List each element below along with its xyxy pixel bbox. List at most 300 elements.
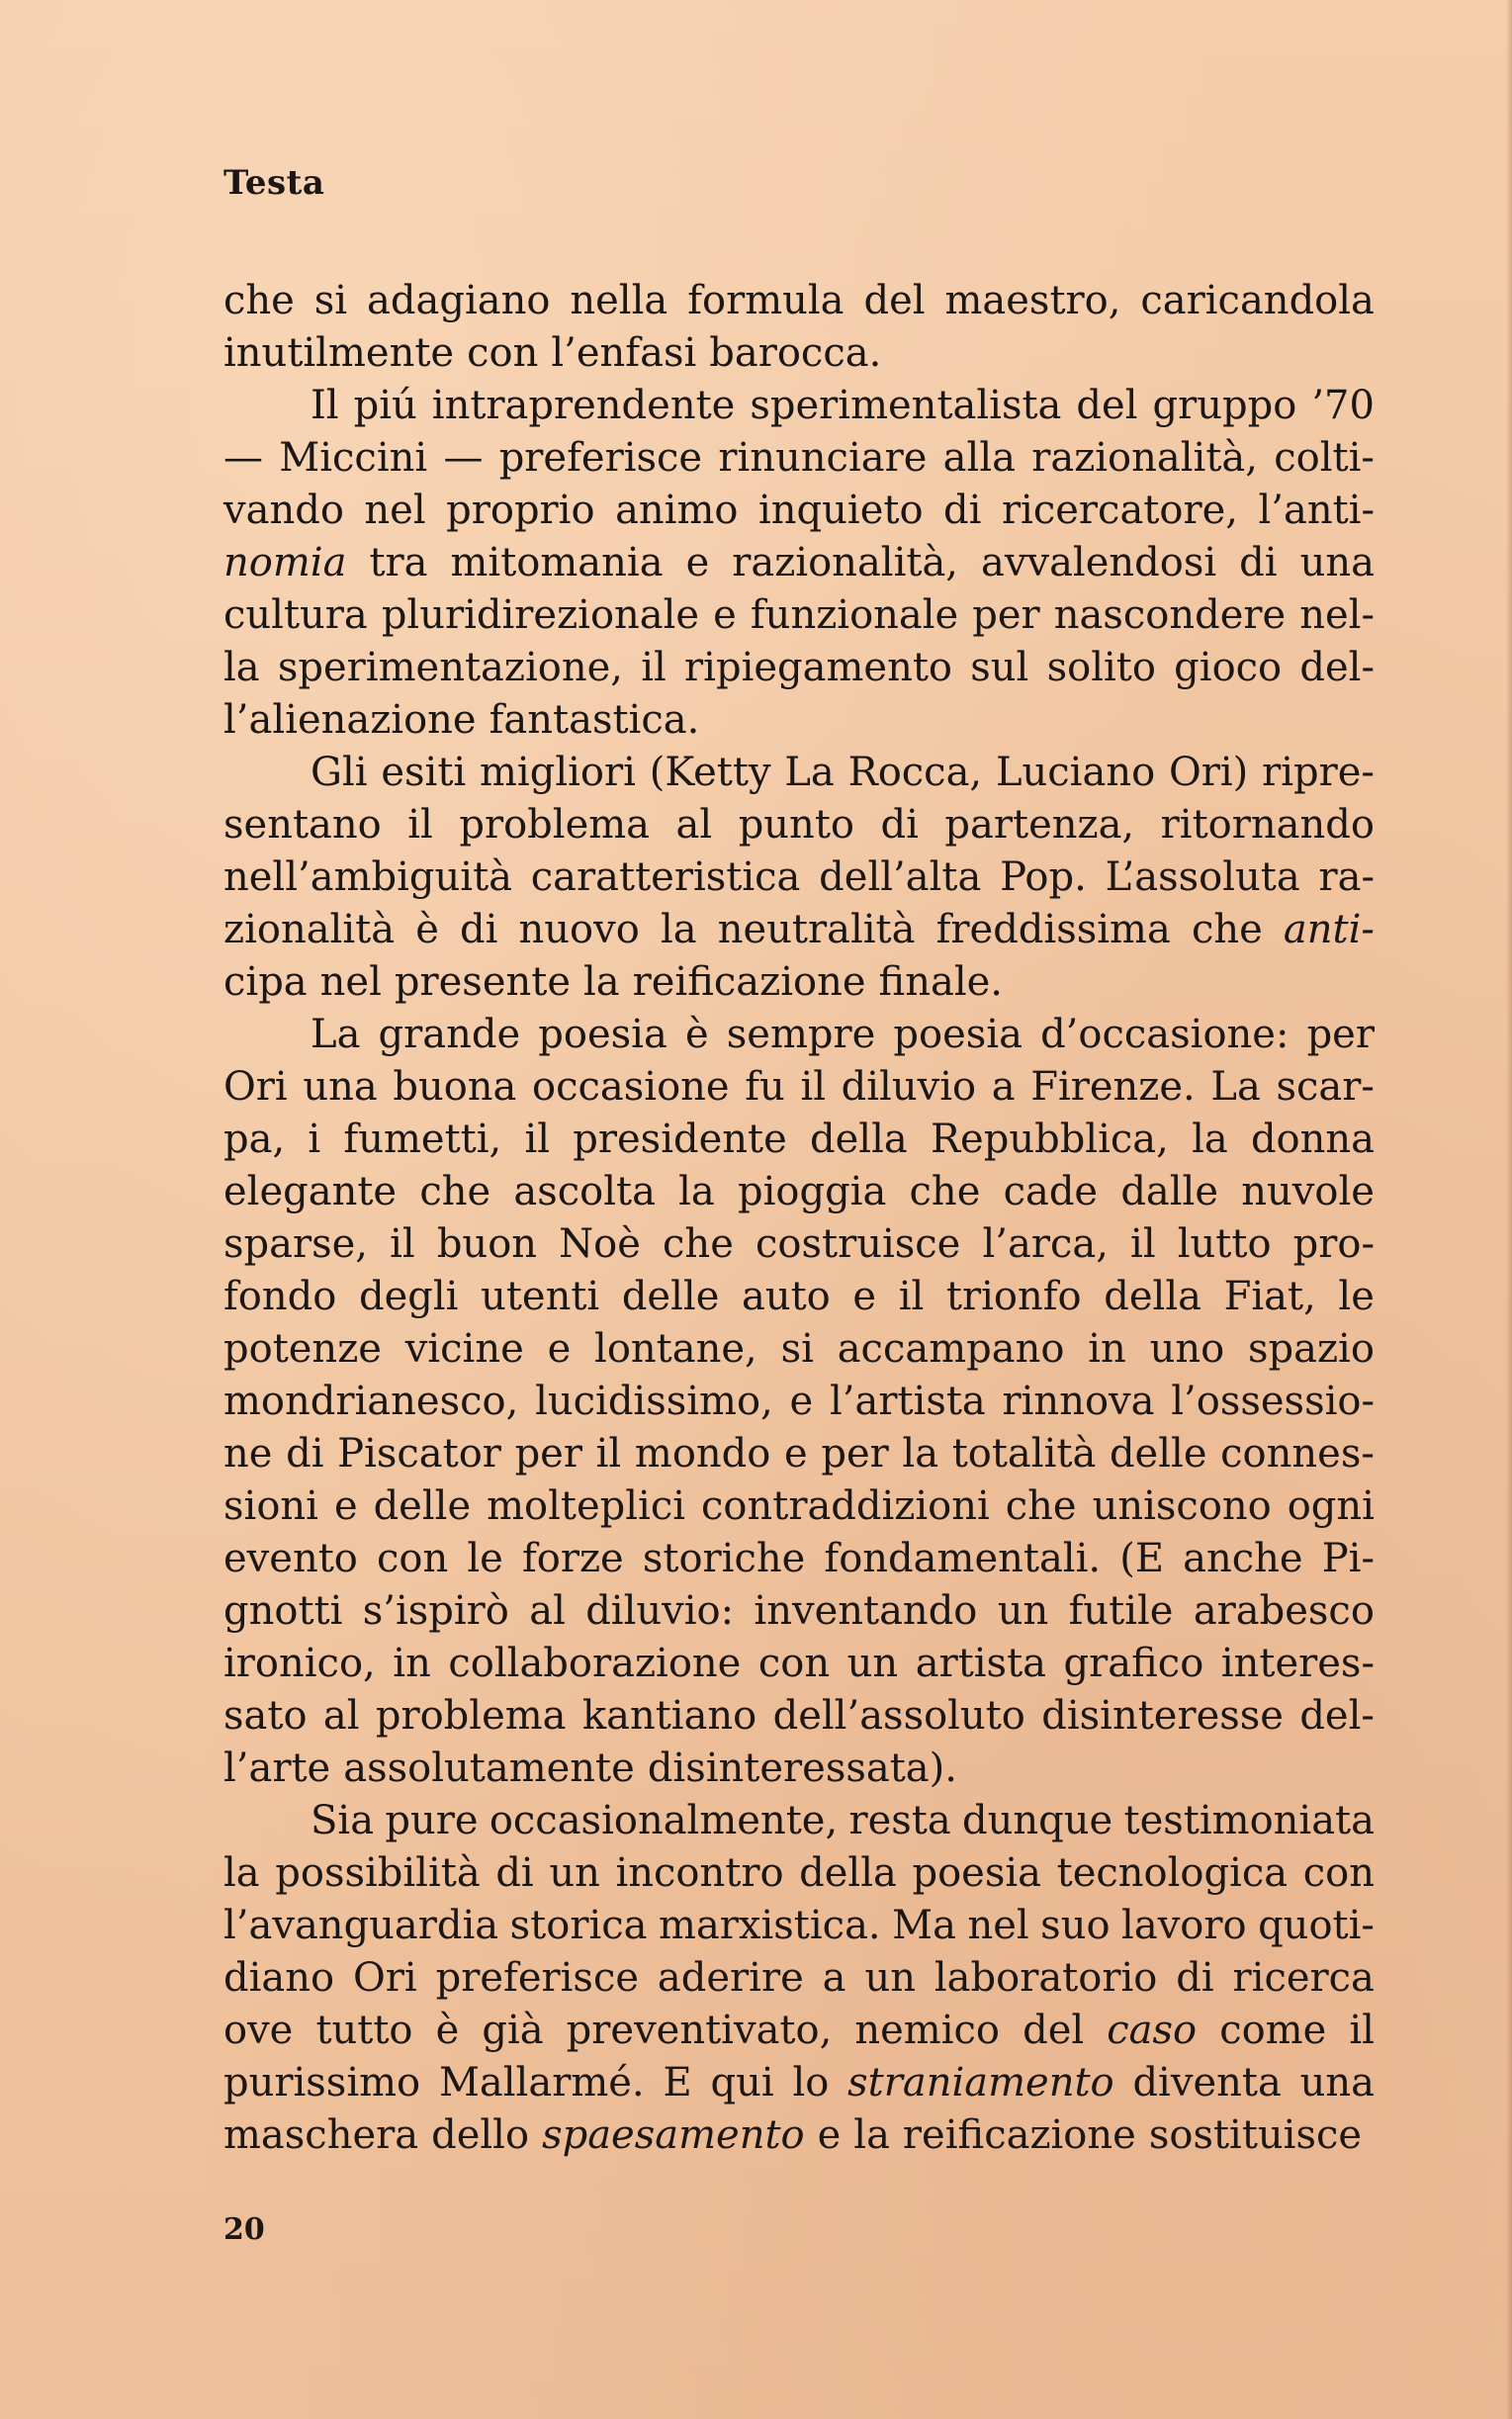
word: buon [436, 1221, 538, 1267]
text-line [223, 1533, 1375, 1585]
word: diano [223, 1955, 335, 2001]
word: potenze [223, 1326, 382, 1372]
word: rinnova [1002, 1379, 1155, 1424]
word: ironico, [223, 1641, 376, 1686]
word: e [685, 540, 710, 585]
word: nuovo [518, 907, 640, 952]
word: diluvio [841, 1064, 977, 1110]
word: la [1192, 1117, 1228, 1162]
word: finale. [878, 959, 1004, 1005]
word: la [583, 959, 620, 1005]
page-edge-shadow [1506, 0, 1512, 2419]
word: razionalità, [732, 540, 959, 585]
word: Fiat, [1223, 1274, 1316, 1319]
word: sparse, [223, 1221, 369, 1267]
text-line [223, 694, 1375, 747]
paragraph [223, 380, 1375, 747]
word: diluvio: [585, 1588, 735, 1634]
word: la [902, 1431, 939, 1477]
word: e [713, 592, 737, 638]
text-line [223, 432, 1375, 485]
word: La [784, 750, 835, 795]
word: (E [1119, 1536, 1165, 1581]
word: anti- [1283, 907, 1375, 952]
word: collaborazione [448, 1641, 742, 1686]
word: l’anti- [1258, 488, 1375, 533]
word: solito [1046, 645, 1156, 690]
word: costruisce [755, 1221, 961, 1267]
word: di [286, 1431, 324, 1477]
word: al [322, 1693, 360, 1739]
word: L’assoluta [1105, 854, 1300, 900]
word: presidente [573, 1117, 787, 1162]
word: delle [621, 1274, 720, 1319]
text-line [223, 327, 1375, 380]
word: d’occasione: [1040, 1012, 1290, 1057]
text-line [223, 642, 1375, 694]
paragraph [223, 747, 1375, 1009]
word: possibilità [275, 1850, 481, 1896]
word: ra- [1318, 854, 1375, 900]
word: di [495, 1850, 534, 1896]
paragraph [223, 275, 1375, 380]
word: suo [1040, 1903, 1111, 1948]
word: grande [378, 1012, 521, 1057]
word: di [1239, 540, 1278, 585]
word: fu [745, 1064, 785, 1110]
text-line [223, 799, 1375, 851]
word: Piscator [337, 1431, 501, 1477]
word: s’ispirò [362, 1588, 509, 1634]
word: Repubblica, [930, 1117, 1169, 1162]
word: caricandola [1140, 278, 1375, 323]
word: nemico [854, 2008, 1001, 2053]
word: Pop. [1000, 854, 1087, 900]
text-line [223, 2057, 1375, 2109]
word: poesia [538, 1012, 667, 1057]
word: e [789, 1379, 814, 1424]
word: nel- [1299, 592, 1375, 638]
page-number: 20 [223, 2212, 265, 2247]
word: inquieto [757, 488, 924, 533]
word: ne [223, 1431, 273, 1477]
word: fondo [223, 1274, 337, 1319]
word: tecnologica [1056, 1850, 1289, 1896]
text-line [223, 380, 1375, 432]
word: diventa [1132, 2060, 1282, 2105]
word: una [1299, 2060, 1375, 2105]
word: dell’assoluto [772, 1693, 1025, 1739]
word: per [514, 1431, 582, 1477]
word: razionalità, [1031, 435, 1258, 481]
text-line [223, 1585, 1375, 1638]
word: intraprendente [431, 383, 736, 428]
word: trionfo [945, 1274, 1082, 1319]
word: al [675, 802, 713, 848]
text-line [223, 1061, 1375, 1114]
word: gnotti [223, 1588, 343, 1634]
word: a [991, 1064, 1016, 1110]
text-line [223, 1743, 1375, 1795]
word: con [1302, 1850, 1375, 1896]
word: fumetti, [343, 1117, 502, 1162]
word: nel [319, 959, 382, 1005]
word: E [663, 2060, 692, 2105]
word: che [223, 278, 295, 323]
text-line [223, 1900, 1375, 1952]
word: il [641, 645, 667, 690]
word: problema [459, 802, 651, 848]
word: di [943, 488, 982, 533]
word: di [460, 907, 498, 952]
word: sul [970, 645, 1029, 690]
word: buona [393, 1064, 517, 1110]
word: artista [915, 1641, 1047, 1686]
word: connes- [1220, 1431, 1375, 1477]
word: poesia [912, 1850, 1042, 1896]
word: in [393, 1641, 431, 1686]
word: — [443, 435, 484, 481]
word: a [822, 1955, 846, 2001]
word: la [853, 2112, 890, 2158]
word: del [1076, 383, 1138, 428]
word: le [467, 1536, 503, 1581]
word: di [1176, 1955, 1214, 2001]
word: Luciano [995, 750, 1156, 795]
word: preventivato, [566, 2008, 833, 2053]
word: cipa [223, 959, 308, 1005]
word: del- [1299, 645, 1375, 690]
word: un [846, 1641, 899, 1686]
word: animo [615, 488, 739, 533]
word: problema [375, 1693, 567, 1739]
word: del- [1299, 1693, 1375, 1739]
text-line [223, 1114, 1375, 1166]
word: Il [311, 383, 339, 428]
word: partenza, [944, 802, 1135, 848]
text-line [223, 1795, 1375, 1847]
word: ricercatore, [1001, 488, 1238, 533]
word: proprio [446, 488, 595, 533]
word: dunque [962, 1798, 1113, 1843]
word: quoti- [1258, 1903, 1375, 1948]
text-line [223, 589, 1375, 642]
word: un [864, 1955, 916, 2001]
word: lucidissimo, [535, 1379, 773, 1424]
word: il [595, 1431, 622, 1477]
word: pioggia [737, 1169, 887, 1214]
word: con [376, 1536, 449, 1581]
text-line [223, 1952, 1375, 2005]
word: cultura [223, 592, 368, 638]
word: l’avanguardia [223, 1903, 499, 1948]
word: per [972, 592, 1040, 638]
word: l’arte [223, 1746, 331, 1791]
word: uno [1149, 1326, 1225, 1372]
word: l’arca, [982, 1221, 1109, 1267]
word: sempre [726, 1012, 876, 1057]
word: ripre- [1262, 750, 1375, 795]
text-line [223, 275, 1375, 327]
word: il [407, 802, 433, 848]
text-line [223, 1690, 1375, 1743]
word: Firenze. [1030, 1064, 1196, 1110]
word: è [415, 907, 439, 952]
word: laboratorio [934, 1955, 1158, 2001]
word: Ori) [1168, 750, 1249, 795]
word: con [467, 330, 539, 376]
word: una [303, 1064, 378, 1110]
word: è [684, 1012, 709, 1057]
word: le [1338, 1274, 1375, 1319]
word: storica [509, 1903, 648, 1948]
word: l’artista [829, 1379, 986, 1424]
word: qui [710, 2060, 774, 2105]
word: anche [1183, 1536, 1303, 1581]
word: La [311, 1012, 361, 1057]
word: inutilmente [223, 330, 455, 376]
word: e [784, 1431, 808, 1477]
text-line [223, 1376, 1375, 1428]
word: nuvole [1241, 1169, 1375, 1214]
word: sato [223, 1693, 308, 1739]
word: totalità [951, 1431, 1097, 1477]
word: Pi- [1321, 1536, 1375, 1581]
word: la [678, 1169, 715, 1214]
word: disinteresse [1041, 1693, 1284, 1739]
word: nell’ambiguità [223, 854, 512, 900]
word: scar- [1276, 1064, 1375, 1110]
word: esiti [381, 750, 467, 795]
word: evento [223, 1536, 358, 1581]
word: futile [1068, 1588, 1174, 1634]
word: incontro [615, 1850, 784, 1896]
word: ripiegamento [684, 645, 953, 690]
word: presente [394, 959, 571, 1005]
word: nella [570, 278, 668, 323]
word: i [308, 1117, 321, 1162]
word: gruppo [1152, 383, 1297, 428]
word: colti- [1274, 435, 1375, 481]
text-line [223, 1428, 1375, 1480]
word: si [780, 1326, 814, 1372]
text-line [223, 956, 1375, 1009]
word: il [898, 1274, 925, 1319]
word: purissimo [223, 2060, 421, 2105]
word: molteplici [487, 1483, 686, 1529]
word: formula [687, 278, 845, 323]
text-line [223, 747, 1375, 799]
word: sperimentalista [750, 383, 1062, 428]
text-line [223, 1218, 1375, 1271]
word: maestro, [944, 278, 1121, 323]
word: Sia [311, 1798, 375, 1843]
word: delle [1109, 1431, 1207, 1477]
word: Ori [223, 1064, 288, 1110]
word: ove [223, 2008, 294, 2053]
word: che [663, 1221, 734, 1267]
word: mondrianesco, [223, 1379, 519, 1424]
word: un [549, 1850, 600, 1896]
word: Noè [559, 1221, 641, 1267]
word: disinteressata). [647, 1746, 957, 1791]
text-line [223, 1480, 1375, 1533]
text-line [223, 2005, 1375, 2057]
word: (Ketty [649, 750, 771, 795]
word: uniscono [1092, 1483, 1272, 1529]
word: kantiano [581, 1693, 757, 1739]
word: al [529, 1588, 566, 1634]
word: alla [942, 435, 1016, 481]
word: reificazione [632, 959, 866, 1005]
word: occasione [532, 1064, 730, 1110]
word: Miccini [279, 435, 428, 481]
word: pro- [1292, 1221, 1375, 1267]
word: la [223, 1850, 260, 1896]
text-line [223, 537, 1375, 589]
word: arabesco [1193, 1588, 1375, 1634]
word: la [223, 645, 260, 690]
text-line [223, 485, 1375, 537]
word: reificazione [902, 2112, 1136, 2158]
word: la [660, 907, 697, 952]
word: lutto [1177, 1221, 1272, 1267]
word: che [1005, 1483, 1077, 1529]
word: straniamento [847, 2060, 1114, 2105]
word: della [810, 1117, 908, 1162]
word: lavoro [1121, 1903, 1247, 1948]
word: vando [223, 488, 344, 533]
body-text [223, 275, 1375, 2162]
word: adagiano [367, 278, 551, 323]
word: pluridirezionale [381, 592, 700, 638]
word: ogni [1287, 1483, 1375, 1529]
word: tra [369, 540, 428, 585]
word: già [482, 2008, 544, 2053]
word: nascondere [1053, 592, 1287, 638]
word: e [852, 1274, 877, 1319]
word: della [1104, 1274, 1201, 1319]
word: avvalendosi [981, 540, 1217, 585]
text-line [223, 1323, 1375, 1376]
word: — [223, 435, 263, 481]
word: ascolta [513, 1169, 656, 1214]
running-head: Testa [223, 163, 325, 203]
word: l’ossessio- [1171, 1379, 1375, 1424]
word: piú [353, 383, 417, 428]
word: interes- [1220, 1641, 1375, 1686]
word: assolutamente [343, 1746, 635, 1791]
word: Ori [353, 1955, 417, 2001]
word: della [799, 1850, 897, 1896]
word: del [863, 278, 926, 323]
word: mondo [634, 1431, 771, 1477]
word: nel [967, 1903, 1029, 1948]
word: delle [373, 1483, 472, 1529]
text-line [223, 1847, 1375, 1900]
word: il [524, 1117, 551, 1162]
text-line [223, 1271, 1375, 1323]
word: Mallarmé. [438, 2060, 645, 2105]
word: tutto [315, 2008, 413, 2053]
word: punto [738, 802, 854, 848]
word: degli [358, 1274, 459, 1319]
word: gioco [1174, 645, 1283, 690]
word: elegante [223, 1169, 398, 1214]
word: il [800, 1064, 827, 1110]
word: Rocca, [847, 750, 983, 795]
word: contraddizioni [701, 1483, 990, 1529]
word: in [1088, 1326, 1126, 1372]
word: come [1219, 2008, 1327, 2053]
paragraph [223, 1009, 1375, 1795]
text-line [223, 1638, 1375, 1690]
word: che [1191, 907, 1263, 952]
word: fondamentali. [824, 1536, 1102, 1581]
word: migliori [480, 750, 636, 795]
word: l’enfasi [551, 330, 697, 376]
word: donna [1250, 1117, 1375, 1162]
word: utenti [481, 1274, 600, 1319]
word: occasionalmente, [489, 1798, 839, 1843]
word: preferisce [435, 1955, 640, 2001]
word: fantastica. [489, 697, 700, 743]
word: spazio [1247, 1326, 1375, 1372]
word: inventando [754, 1588, 978, 1634]
word: il [1349, 2008, 1375, 2053]
word: ritornando [1160, 802, 1375, 848]
word: è [435, 2008, 460, 2053]
paragraph [223, 1795, 1375, 2162]
text-line [223, 1009, 1375, 1061]
word: zionalità [223, 907, 396, 952]
word: auto [742, 1274, 831, 1319]
word: ricerca [1232, 1955, 1375, 2001]
word: testimoniata [1123, 1798, 1375, 1843]
text-line [223, 1166, 1375, 1218]
word: resta [848, 1798, 951, 1843]
word: funzionale [750, 592, 959, 638]
word: poesia [893, 1012, 1023, 1057]
word: il [390, 1221, 415, 1267]
word: La [1210, 1064, 1261, 1110]
word: mitomania [450, 540, 664, 585]
word: e [547, 1326, 572, 1372]
word: rinunciare [718, 435, 928, 481]
text-line [223, 851, 1375, 904]
word: il [1130, 1221, 1156, 1267]
word: caso [1107, 2008, 1198, 2053]
word: dello [431, 2112, 530, 2158]
word: dalle [1120, 1169, 1219, 1214]
word: che [419, 1169, 491, 1214]
word: cade [1003, 1169, 1099, 1214]
word: Gli [311, 750, 368, 795]
word: lo [792, 2060, 830, 2105]
word: e [817, 2112, 842, 2158]
word: ’70 [1311, 383, 1375, 428]
word: storiche [642, 1536, 806, 1581]
word: l’alienazione [223, 697, 477, 743]
text-line [223, 904, 1375, 956]
text-line [223, 2109, 1375, 2162]
word: per [1306, 1012, 1375, 1057]
word: forze [521, 1536, 624, 1581]
word: una [1299, 540, 1375, 585]
word: neutralità [717, 907, 916, 952]
word: preferisce [498, 435, 703, 481]
word: nomia [223, 540, 347, 585]
